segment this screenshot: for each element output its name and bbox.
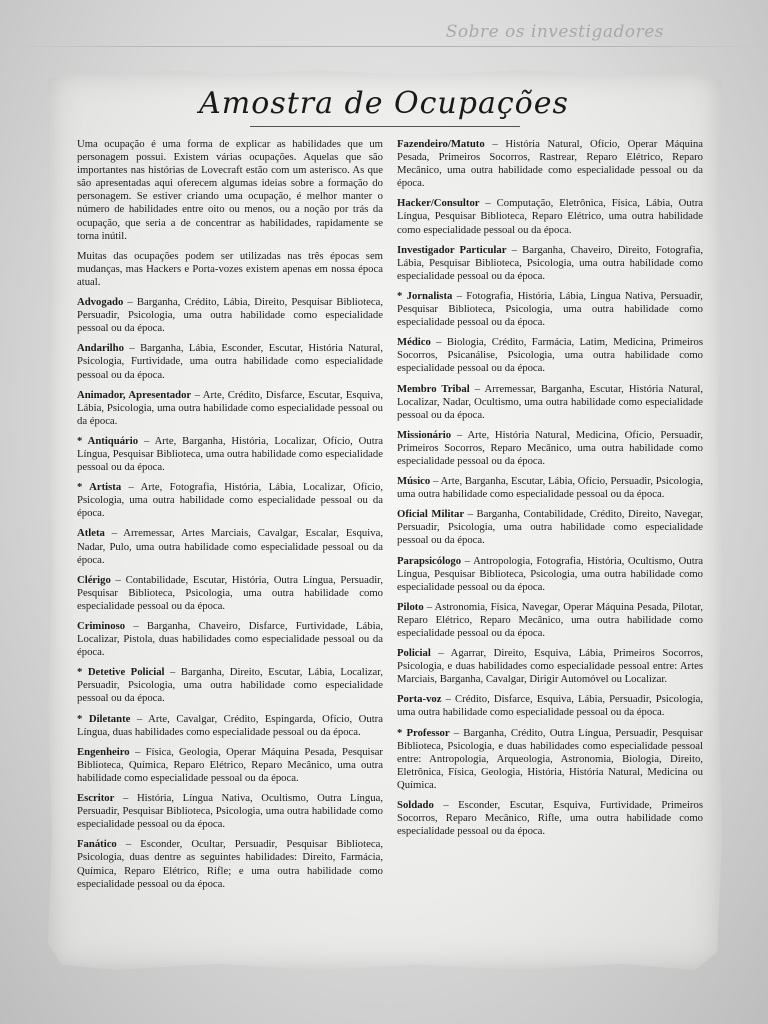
occupation-name: Hacker/Consultor [397, 197, 480, 210]
occupation-skills: – Arte, Barganha, Escutar, Lábia, Ofício, Persuadir, Psicologia, uma outra habilidade como especialidade pessoal ou da época. [397, 475, 703, 501]
intro-paragraph-2: Muitas das ocupações podem ser utilizadas nas três épocas sem mudanças, mas Hackers e Porta-vozes existem apenas em nossa época atual. [77, 249, 383, 288]
occupation-skills: – Barganha, Chaveiro, Disfarce, Furtividade, Lábia, Localizar, Pistola, duas habilidades como especialidade pessoal ou da época. [77, 620, 383, 659]
occupation-name: Atleta [77, 527, 105, 540]
occupation-name: Parapsicólogo [397, 554, 462, 567]
section-header-title: Sobre os investigadores [445, 22, 664, 42]
occupation-skills: – Crédito, Disfarce, Esquiva, Lábia, Persuadir, Psicologia, uma outra habilidade como especialidade pessoal ou da época. [397, 693, 703, 719]
occupation-skills: – Barganha, Lábia, Esconder, Escutar, História Natural, Psicologia, Furtividade, uma outra habilidade como especialidade pessoal ou da época. [77, 342, 383, 381]
occupation-entry [397, 290, 703, 329]
header-divider [0, 46, 768, 47]
occupation-name: * Diletante [77, 712, 131, 725]
occupation-skills: – Fotografia, História, Lábia, Língua Nativa, Persuadir, Pesquisar Biblioteca, Psicologia, uma outra habilidade como especialidade pessoal ou da época. [397, 289, 703, 329]
occupation-entry [397, 727, 703, 792]
occupation-skills: – Esconder, Escutar, Esquiva, Furtividade, Primeiros Socorros, Reparo Mecânico, Rifle, uma outra habilidade como especialidade pessoal ou da época. [397, 799, 703, 838]
occupation-entry [397, 555, 703, 594]
occupation-skills: – Barganha, Direito, Escutar, Lábia, Localizar, Persuadir, Psicologia, uma outra habilidade como especialidade pessoal ou da época. [77, 666, 383, 705]
left-column [77, 138, 383, 898]
occupation-entry [77, 713, 383, 739]
occupation-name: Soldado [397, 799, 434, 812]
occupation-entry [77, 527, 383, 566]
occupation-name: Fazendeiro/Matuto [397, 138, 485, 150]
occupation-name: Oficial Militar [397, 508, 465, 521]
occupation-name: * Detetive Policial [77, 666, 165, 679]
occupation-entry [397, 429, 703, 468]
occupation-skills: – Arremessar, Barganha, Escutar, História Natural, Localizar, Nadar, Ocultismo, uma outra habilidade como especialidade pessoal ou da época. [397, 382, 704, 421]
occupation-name: Animador, Apresentador [77, 388, 192, 401]
intro-paragraph-1: Uma ocupação é uma forma de explicar as habilidades que um personagem possui. Existem várias ocupações. Aquelas que são importantes nas histórias de Lovecraft estão com um asterisco. As que são apresentadas aqui oferecem algumas ideias sobre a formação do personagem. Se estiver criando uma ocupação, é melhor manter o número de habilidades entre oito ou menos, ou a noção por trás da ocupação, que seria a de concentrar as habilidades, rapidamente se torna inútil. [77, 138, 383, 242]
occupation-skills: – Barganha, Crédito, Lábia, Direito, Pesquisar Biblioteca, Persuadir, Psicologia, uma outra habilidade como especialidade pessoal ou da época. [77, 296, 383, 335]
occupation-entry [397, 475, 703, 501]
occupation-entry [77, 666, 383, 705]
occupation-name: Policial [397, 647, 431, 660]
occupation-name: Engenheiro [77, 745, 130, 758]
occupation-name: Missionário [397, 428, 452, 441]
occupation-name: Escritor [77, 792, 115, 805]
occupation-name: Advogado [77, 296, 124, 309]
occupation-entry [77, 296, 383, 335]
occupation-entry [77, 574, 383, 613]
occupation-entry [77, 435, 383, 474]
occupation-skills: – Antropologia, Fotografia, História, Ocultismo, Outra Língua, Pesquisar Biblioteca, Psicologia, uma outra habilidade como especialidade pessoal ou da época. [397, 554, 703, 593]
occupation-name: Fanático [77, 838, 117, 851]
occupation-entry [77, 620, 383, 659]
occupation-skills: – Biologia, Crédito, Farmácia, Latim, Medicina, Primeiros Socorros, Psicanálise, Psicologia, uma outra habilidade como especialidade pessoal ou da época. [397, 336, 703, 375]
occupation-skills: – Arte, Crédito, Disfarce, Escutar, Esquiva, Lábia, Psicologia, uma outra habilidade como especialidade pessoal ou da época. [77, 388, 383, 427]
occupation-entry [397, 383, 703, 422]
occupation-skills: – Agarrar, Direito, Esquiva, Lábia, Primeiros Socorros, Psicologia, e duas habilidades como especialidade pessoal entre: Artes Marciais, Barganha, Cavalgar, Dirigir Automóvel ou Localizar. [397, 647, 703, 686]
occupation-name: * Antiquário [77, 434, 139, 447]
occupation-skills: – Barganha, Crédito, Outra Língua, Persuadir, Pesquisar Biblioteca, Psicologia, e duas habilidades como especialidade pessoal entre: Antropologia, Arqueologia, Astronomia, Biologia, Direito, Eletrônica, Física, Geologia, História, História Natural, Medicina ou Química. [397, 726, 703, 791]
occupation-name: * Jornalista [397, 289, 453, 302]
occupation-entry [77, 792, 383, 831]
occupation-entry [397, 508, 703, 547]
occupation-skills: – Esconder, Ocultar, Persuadir, Pesquisar Biblioteca, Psicologia, duas dentre as seguintes habilidades: Direito, Farmácia, Química, Reparo Elétrico, Rifle; e uma outra habilidade como especialidade pessoal ou da época. [77, 838, 383, 890]
occupation-skills: – Astronomia, Física, Navegar, Operar Máquina Pesada, Pilotar, Reparo Elétrico, Reparo Mecânico, uma outra habilidade como especialidade pessoal ou da época. [397, 600, 703, 639]
occupation-entry [397, 693, 703, 719]
occupation-entry [397, 138, 703, 190]
occupation-skills: – Arte, Barganha, História, Localizar, Ofício, Outra Língua, Pesquisar Biblioteca, uma outra habilidade como especialidade pessoal ou da época. [77, 434, 383, 474]
occupation-entry [397, 197, 703, 236]
occupation-entry [397, 601, 703, 640]
occupation-entry [77, 389, 383, 428]
occupation-entry [77, 746, 383, 785]
occupation-skills: – Arremessar, Artes Marciais, Cavalgar, Escalar, Esquiva, Nadar, Pulo, uma outra habilidade como especialidade pessoal ou da época. [77, 527, 383, 566]
occupation-entry [77, 838, 383, 890]
title-underline [250, 126, 520, 127]
occupation-name: Investigador Particular [397, 243, 507, 256]
page-title: Amostra de Ocupações [199, 86, 569, 121]
occupation-name: Criminoso [77, 620, 126, 632]
occupation-skills: – Barganha, Contabilidade, Crédito, Direito, Navegar, Persuadir, Psicologia, uma outra habilidade como especialidade pessoal ou da época. [397, 508, 703, 547]
occupation-skills: – Física, Geologia, Operar Máquina Pesada, Pesquisar Biblioteca, Química, Reparo Elétrico, Reparo Mecânico, uma outra habilidade como especialidade pessoal ou da época. [77, 745, 383, 784]
occupation-skills: – Contabilidade, Escutar, História, Outra Língua, Persuadir, Pesquisar Biblioteca, Psicologia, uma outra habilidade como especialidade pessoal ou da época. [77, 573, 383, 612]
occupation-name: Piloto [397, 600, 424, 613]
occupation-skills: – Arte, Fotografia, História, Lábia, Localizar, Ofício, Psicologia, uma outra habilidade como especialidade pessoal ou da época. [77, 481, 383, 520]
occupation-entry [77, 342, 383, 381]
occupation-name: * Professor [397, 726, 450, 739]
occupation-name: Membro Tribal [397, 382, 470, 395]
occupation-name: Músico [397, 475, 431, 488]
occupation-name: * Artista [77, 481, 122, 494]
occupation-skills: – Barganha, Chaveiro, Direito, Fotografia, Lábia, Pesquisar Biblioteca, Psicologia, uma outra habilidade como especialidade pessoal ou da época. [397, 243, 703, 282]
occupation-name: Médico [397, 336, 431, 349]
occupation-name: Clérigo [77, 573, 111, 586]
occupation-name: Porta-voz [397, 693, 442, 706]
occupation-skills: – Arte, História Natural, Medicina, Ofício, Persuadir, Primeiros Socorros, Reparo Mecânico, uma outra habilidade como especialidade pessoal ou da época. [397, 428, 703, 467]
right-column [397, 138, 703, 845]
occupation-entry [77, 481, 383, 520]
occupation-entry [397, 799, 703, 838]
occupation-skills: – História, Língua Nativa, Ocultismo, Outra Língua, Persuadir, Pesquisar Biblioteca, Psicologia, uma outra habilidade como especialidade pessoal ou da época. [77, 792, 383, 831]
occupation-entry [397, 647, 703, 686]
occupation-skills: – Arte, Cavalgar, Crédito, Espingarda, Ofício, Outra Língua, duas habilidades como especialidade pessoal ou da época. [77, 712, 383, 738]
occupation-name: Andarilho [77, 342, 124, 355]
occupation-entry [397, 244, 703, 283]
occupation-skills: – História Natural, Ofício, Operar Máquina Pesada, Primeiros Socorros, Rastrear, Reparo Elétrico, Reparo Mecânico, uma outra habilidade como especialidade pessoal ou da época. [397, 138, 703, 190]
occupation-entry [397, 336, 703, 375]
occupation-skills: – Computação, Eletrônica, Física, Lábia, Outra Língua, Pesquisar Biblioteca, Reparo Elétrico, uma outra habilidade como especialidade pessoal ou da época. [397, 197, 703, 236]
